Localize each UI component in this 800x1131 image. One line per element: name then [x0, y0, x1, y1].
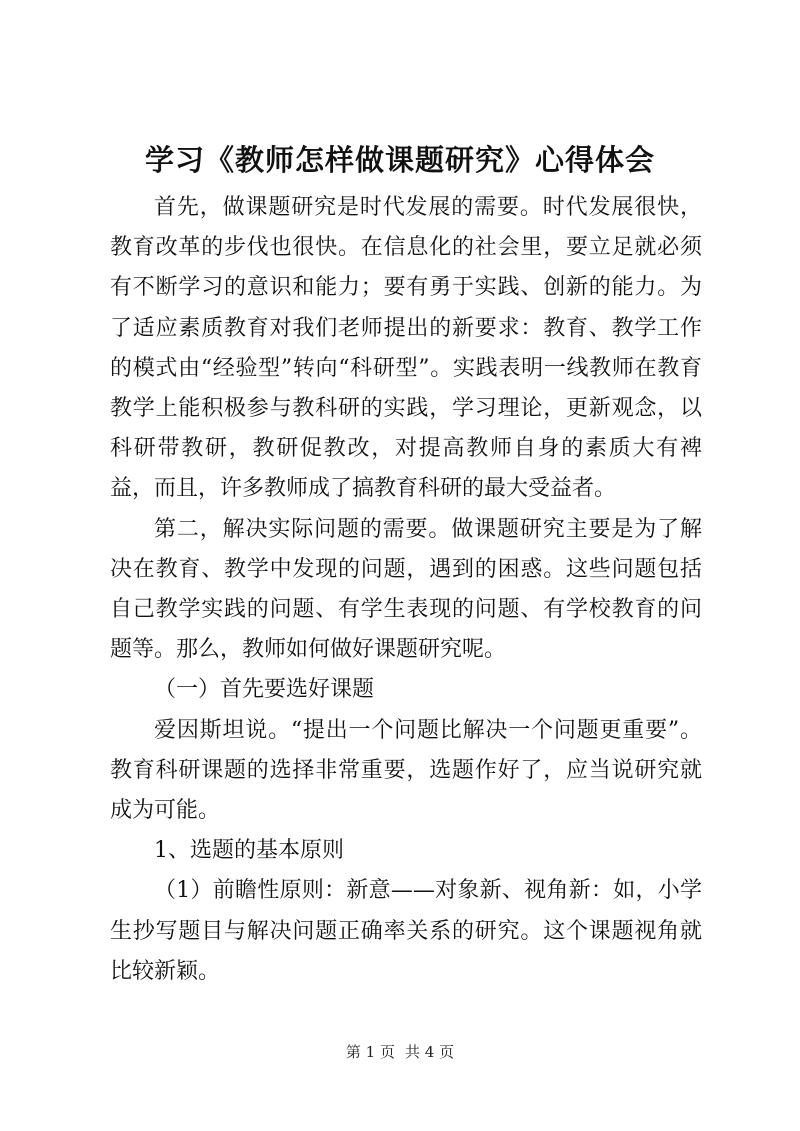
subsection-heading-1: 1、选题的基本原则 [154, 838, 344, 864]
paragraph-2: 第二，解决实际问题的需要。做课题研究主要是为了解决在教育、教学中发现的问题，遇到的困惑。这些问题包括自己教学实践的问题、有学生表现的问题、有学校教育的问题等。那么，教师如何做好课题研究呢。 [110, 516, 702, 663]
paragraph-3: 爱因斯坦说。“提出一个问题比解决一个问题更重要”。教育科研课题的选择非常重要，选题作好了，应当说研究就成为可能。 [110, 717, 702, 824]
document-title: 学习《教师怎样做课题研究》心得体会 [144, 143, 655, 177]
section-heading-1: （一）首先要选好课题 [154, 677, 375, 703]
paragraph-4: （1）前瞻性原则：新意——对象新、视角新：如，小学生抄写题目与解决问题正确率关系的研究。这个课题视角就比较新颖。 [110, 878, 702, 984]
page-number: 第 1 页 [345, 1043, 395, 1061]
page-footer [0, 1042, 800, 1062]
paragraph-1: 首先，做课题研究是时代发展的需要。时代发展很快，教育改革的步伐也很快。在信息化的社会里，要立足就必须有不断学习的意识和能力；要有勇于实践、创新的能力。为了适应素质教育对我们老师提出的新要求：教育、教学工作的模式由“经验型”转向“科研型”。实践表明一线教师在教育教学上能积极参与教科研的实践，学习理论，更新观念，以科研带教研，教研促教改，对提高教师自身的素质大有裨益，而且，许多教师成了搞教育科研的最大受益者。 [110, 195, 702, 502]
document-body [110, 188, 702, 992]
page-total: 共 4 页 [405, 1043, 455, 1061]
